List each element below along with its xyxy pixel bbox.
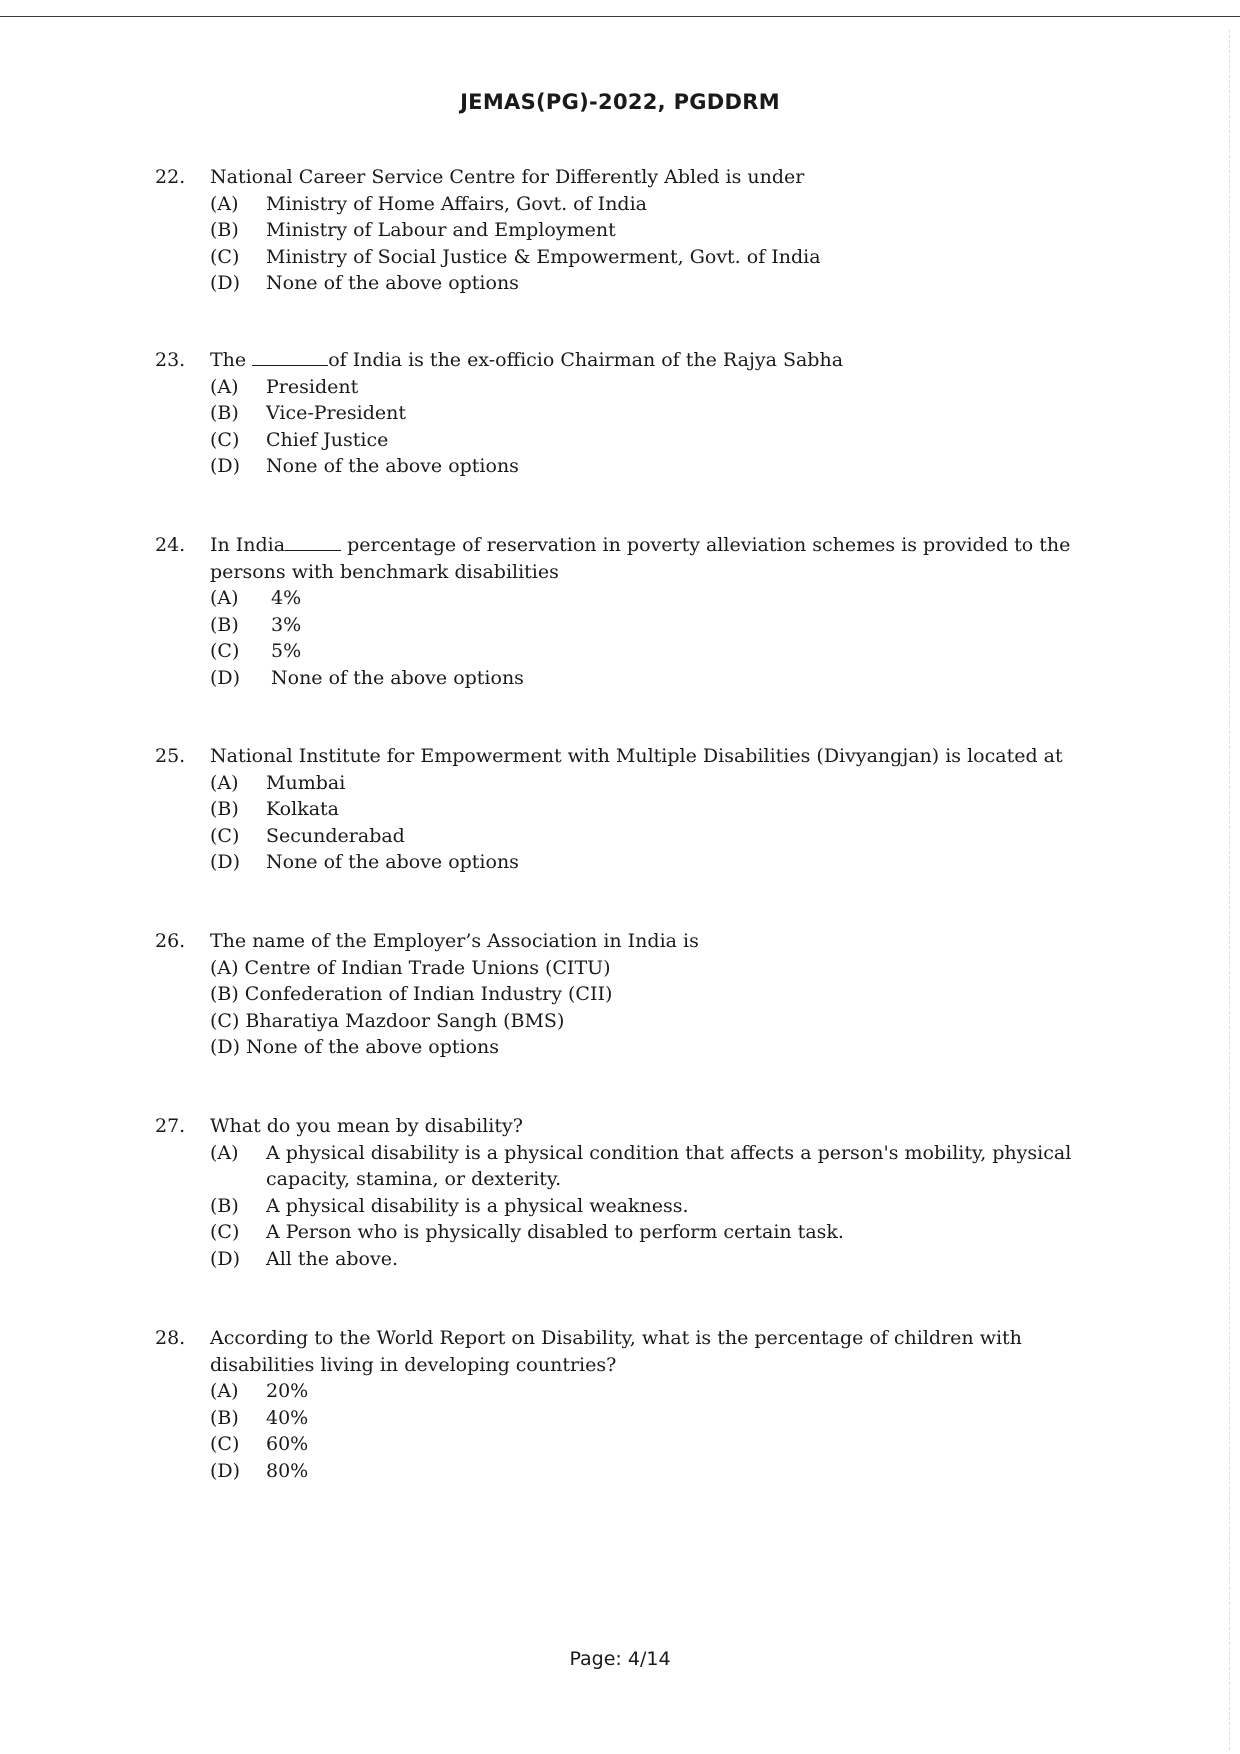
option-a (155, 191, 1090, 218)
option-label: (D) (210, 666, 241, 689)
option-a (155, 1140, 1090, 1193)
option-label: (C) (210, 640, 240, 662)
option-text: Mumbai (266, 771, 346, 794)
option-text: 5% (271, 640, 302, 662)
option-label: (A) (210, 1380, 239, 1402)
question-number: 22. (155, 166, 186, 188)
question-22 (155, 164, 1090, 297)
option-label: (B) (210, 219, 239, 241)
option-label: (B) (210, 983, 239, 1005)
question-25 (155, 743, 1090, 876)
option-text: 3% (271, 613, 302, 636)
option-text: All the above. (266, 1247, 399, 1270)
option-label: (C) (210, 245, 240, 268)
option-label: (A) (210, 587, 239, 609)
option-a (155, 374, 1090, 401)
question-text: National Institute for Empowerment with Multiple Disabilities (Divyangjan) is located at (210, 745, 1063, 767)
page-number: Page: 4/14 (569, 1648, 671, 1670)
option-d (155, 1458, 1090, 1485)
option-label: (C) (210, 1221, 240, 1243)
question-23 (155, 347, 1090, 480)
option-label: (D) (210, 1459, 241, 1482)
question-number: 26. (155, 930, 186, 952)
option-c (155, 1219, 1090, 1246)
option-text: A physical disability is a physical condition that affects a person's mobility, physical capacity, stamina, or dexterity. (266, 1141, 1072, 1190)
option-text: Bharatiya Mazdoor Sangh (BMS) (245, 1009, 565, 1032)
option-label: (A) (210, 956, 239, 979)
option-label: (D) (210, 851, 241, 873)
option-label: (B) (210, 798, 239, 820)
option-c (155, 427, 1090, 454)
option-text: A Person who is physically disabled to perform certain task. (266, 1221, 844, 1243)
page-title: JEMAS(PG)-2022, PGDDRM (460, 90, 780, 114)
option-label: (D) (210, 455, 241, 477)
option-a (155, 1378, 1090, 1405)
question-number: 28. (155, 1327, 186, 1349)
option-c (155, 244, 1090, 271)
option-b (155, 981, 1090, 1008)
question-text (210, 347, 1090, 374)
option-a (155, 585, 1090, 612)
option-label: (B) (210, 613, 239, 636)
option-text: None of the above options (266, 851, 519, 873)
option-text: Ministry of Home Affairs, Govt. of India (266, 192, 647, 215)
option-text: Secunderabad (266, 824, 405, 847)
option-text: Vice-President (266, 402, 406, 424)
question-number: 24. (155, 534, 186, 556)
option-b (155, 1405, 1090, 1432)
top-rule (0, 16, 1240, 17)
option-a (155, 770, 1090, 797)
scan-edge (1229, 30, 1240, 1750)
option-a (155, 955, 1090, 982)
option-text: Kolkata (266, 798, 340, 820)
option-label: (C) (210, 428, 240, 451)
option-b (155, 217, 1090, 244)
option-text: Ministry of Labour and Employment (266, 219, 616, 241)
question-text: National Career Service Centre for Differently Abled is under (210, 166, 805, 188)
option-label: (B) (210, 1194, 239, 1217)
option-label: (D) (210, 1247, 241, 1270)
question-26 (155, 928, 1090, 1061)
option-c (155, 823, 1090, 850)
option-label: (C) (210, 1433, 240, 1455)
option-d (155, 270, 1090, 297)
question-text-start: In India (210, 534, 286, 556)
option-label: (B) (210, 402, 239, 424)
option-text: 60% (266, 1433, 309, 1455)
option-d (155, 1246, 1090, 1273)
option-text: Centre of Indian Trade Unions (CITU) (244, 956, 611, 979)
option-text: President (266, 375, 359, 398)
option-b (155, 400, 1090, 427)
option-label: (C) (210, 824, 240, 847)
option-text: 20% (266, 1380, 309, 1402)
question-24 (155, 532, 1090, 691)
question-text-end: percentage of reservation in poverty alleviation schemes is provided to the persons with benchmark disabilities (210, 534, 1071, 583)
option-text: None of the above options (266, 272, 519, 294)
option-d (155, 453, 1090, 480)
question-27 (155, 1113, 1090, 1272)
question-number: 23. (155, 349, 186, 371)
option-b (155, 1193, 1090, 1220)
option-text: A physical disability is a physical weakness. (266, 1194, 689, 1217)
option-b (155, 612, 1090, 639)
option-text: 4% (271, 587, 302, 609)
fill-in-blank (252, 348, 328, 366)
option-label: (D) (210, 1036, 241, 1058)
question-28 (155, 1325, 1090, 1484)
question-text: According to the World Report on Disability, what is the percentage of children with disabilities living in developing countries? (210, 1327, 1022, 1376)
option-text: None of the above options (246, 1036, 499, 1058)
option-label: (C) (210, 1009, 240, 1032)
fill-in-blank (285, 533, 341, 551)
question-number: 25. (155, 745, 186, 767)
option-text: 80% (266, 1459, 309, 1482)
option-label: (D) (210, 272, 241, 294)
option-label: (A) (210, 1141, 239, 1164)
question-text: The name of the Employer’s Association in India is (210, 930, 699, 952)
option-d (155, 665, 1090, 692)
option-b (155, 796, 1090, 823)
option-text: Chief Justice (266, 428, 389, 451)
question-text (210, 532, 1090, 585)
option-label: (B) (210, 1406, 239, 1429)
option-c (155, 1431, 1090, 1458)
option-text: None of the above options (271, 666, 524, 689)
question-text: What do you mean by disability? (210, 1115, 523, 1137)
option-d (155, 849, 1090, 876)
option-d (155, 1034, 1090, 1061)
option-text: Ministry of Social Justice & Empowerment, Govt. of India (266, 245, 821, 268)
question-text-end: of India is the ex-officio Chairman of the Rajya Sabha (328, 349, 844, 371)
option-text: None of the above options (266, 455, 519, 477)
question-number: 27. (155, 1115, 186, 1137)
option-label: (A) (210, 375, 239, 398)
option-label: (A) (210, 192, 239, 215)
option-text: Confederation of Indian Industry (CII) (244, 983, 613, 1005)
question-text-start: The (210, 349, 253, 371)
option-c (155, 638, 1090, 665)
option-c (155, 1008, 1090, 1035)
option-label: (A) (210, 771, 239, 794)
option-text: 40% (266, 1406, 309, 1429)
